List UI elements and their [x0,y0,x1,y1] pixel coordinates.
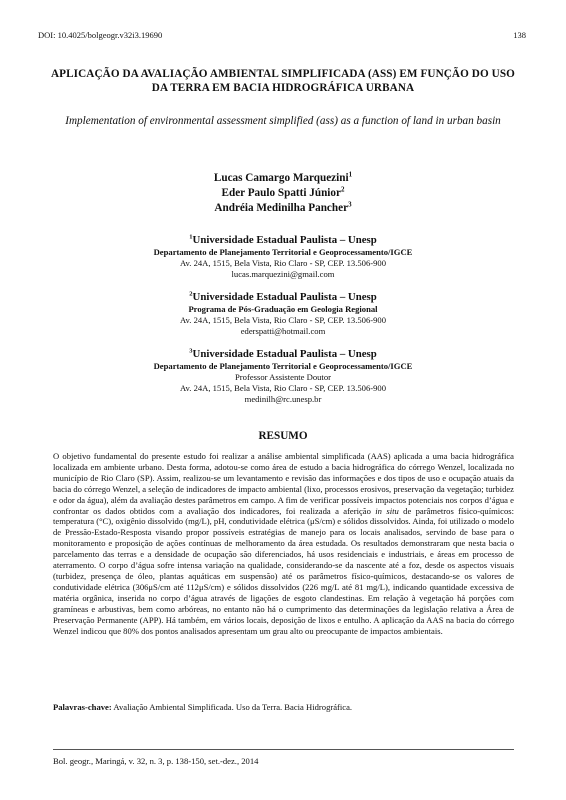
affiliation-email[interactable]: ederspatti@hotmail.com [240,326,326,336]
affiliation-address: Av. 24A, 1515, Bela Vista, Rio Claro - SP, CEP. 13.506-900 [179,315,387,325]
affiliation-address: Av. 24A, 1515, Bela Vista, Rio Claro - SP, CEP. 13.506-900 [179,383,387,393]
affiliation-university: $^1$Universidade Estadual Paulista – Unesp [189,233,377,246]
author-name: Lucas Camargo Marquezini$^1$ [213,170,353,184]
affiliation-address: Av. 24A, 1515, Bela Vista, Rio Claro - SP, CEP. 13.506-900 [179,258,387,268]
author-name: Andréia Medinilha Pancher$^3$ [214,200,352,214]
keywords [53,702,514,713]
affiliation-email[interactable]: lucas.marquezini@gmail.com [231,269,335,279]
article-subtitle-english: Implementation of environmental assessment simplified (ass) as a function of land in urban basin [65,115,501,127]
keywords-text: Avaliação Ambiental Simplificada. Uso da Terra. Bacia Hidrográfica. [113,702,353,712]
affiliation-department: Programa de Pós-Graduação em Geologia Regional [188,304,378,314]
affiliation-3 [40,348,526,405]
affiliation-university: $^2$Universidade Estadual Paulista – Unesp [189,290,377,303]
affiliation-role: Professor Assistente Doutor [235,372,331,382]
footer-divider [53,749,514,750]
abstract-heading: RESUMO [258,430,308,442]
keywords-label: Palavras-chave: [53,702,112,712]
article-title: APLICAÇÃO DA AVALIAÇÃO AMBIENTAL SIMPLIFICADA (ASS) EM FUNÇÃO DO USO DA TERRA EM BACIA HIDROGRÁFICA URBANA [51,68,515,94]
affiliation-department: Departamento de Planejamento Territorial e Geoprocessamento/IGCE [153,247,413,257]
affiliation-department: Departamento de Planejamento Territorial e Geoprocessamento/IGCE [153,361,413,371]
author-name: Eder Paulo Spatti Júnior$^2$ [221,185,345,199]
affiliation-university: $^3$Universidade Estadual Paulista – Unesp [189,347,377,360]
abstract-body: O objetivo fundamental do presente estudo foi realizar a análise ambiental simplificada (AAS) aplicada a uma bacia hidrográfica localizada em ambiente urbano. Desta forma, adotou-se como área de estudo a bacia hidrográfica do córrego Wenzel, localizada no município de Rio Claro (SP). Assim, realizou-se um levantamento e revisão das informações e dos tipos de uso e ocupação atuais da bacia do córrego Wenzel, a seleção de indicadores de impacto ambiental (lixo, processos erosivos, preservação da vegetação; turbidez e odor da água), além da avaliação destes parâmetros em campo. A fim de verificar possíveis impactos potenciais nos corpos d’água e confrontar os dados obtidos com a avaliação dos indicadores, foi realizada a aferição in situ de parâmetros físico-químicos: temperatura (°C), oxigênio dissolvido (mg/L), pH, condutividade elétrica (μS/cm) e sólidos dissolvidos. Ainda, foi utilizado o modelo de Pressão-Estado-Resposta visando propor possíveis estratégias de manejo para os locais analisados, servindo de base para o monitoramento e proposição de ações contínuas de melhoramento da área estudada. Os resultados demonstraram que nesta bacia o parcelamento das terras e a densidade de ocupação são diferenciados, há usos residenciais e industriais, e áreas em processo de aterramento. O corpo d’água sofre intensa variação na qualidade, considerando-se da nascente até a foz, desde os aspectos visuais (turbidez, presença de óleo, plantas aquáticas em suspensão) até os parâmetros físico-químicos, destacando-se os valores de condutividade elétrica (306μS/cm até 112μS/cm) e sólidos dissolvidos (226 mg/L até 81 mg/L), indicando quantidade excessiva de matéria orgânica, inserida no corpo d’água através de ligações de esgoto clandestinas. Em relação à vegetação há porções com gramíneas e arbustivas, bem como arbóreas, no entanto não há o cumprimento das determinações da legislação relativa a Área de Preservação Permanente (APP). Há também, em vários locais, deposição de lixos e entulho. A aplicação da AAS na bacia do córrego Wenzel indicou que 80% dos pontos analisados apresentam um grau alto ou preocupante de impactos ambientais. [53,451,515,636]
author-list [0,171,566,216]
doi-text[interactable]: DOI: 10.4025/bolgeogr.v32i3.19690 [38,30,163,40]
page-number: 138 [513,30,526,40]
affiliation-email[interactable]: medinilh@rc.unesp.br [244,394,322,404]
page-footer-citation: Bol. geogr., Maringá, v. 32, n. 3, p. 138-150, set.-dez., 2014 [53,756,259,766]
page-header [38,30,526,40]
affiliation-1 [40,234,526,280]
affiliation-2 [40,291,526,337]
